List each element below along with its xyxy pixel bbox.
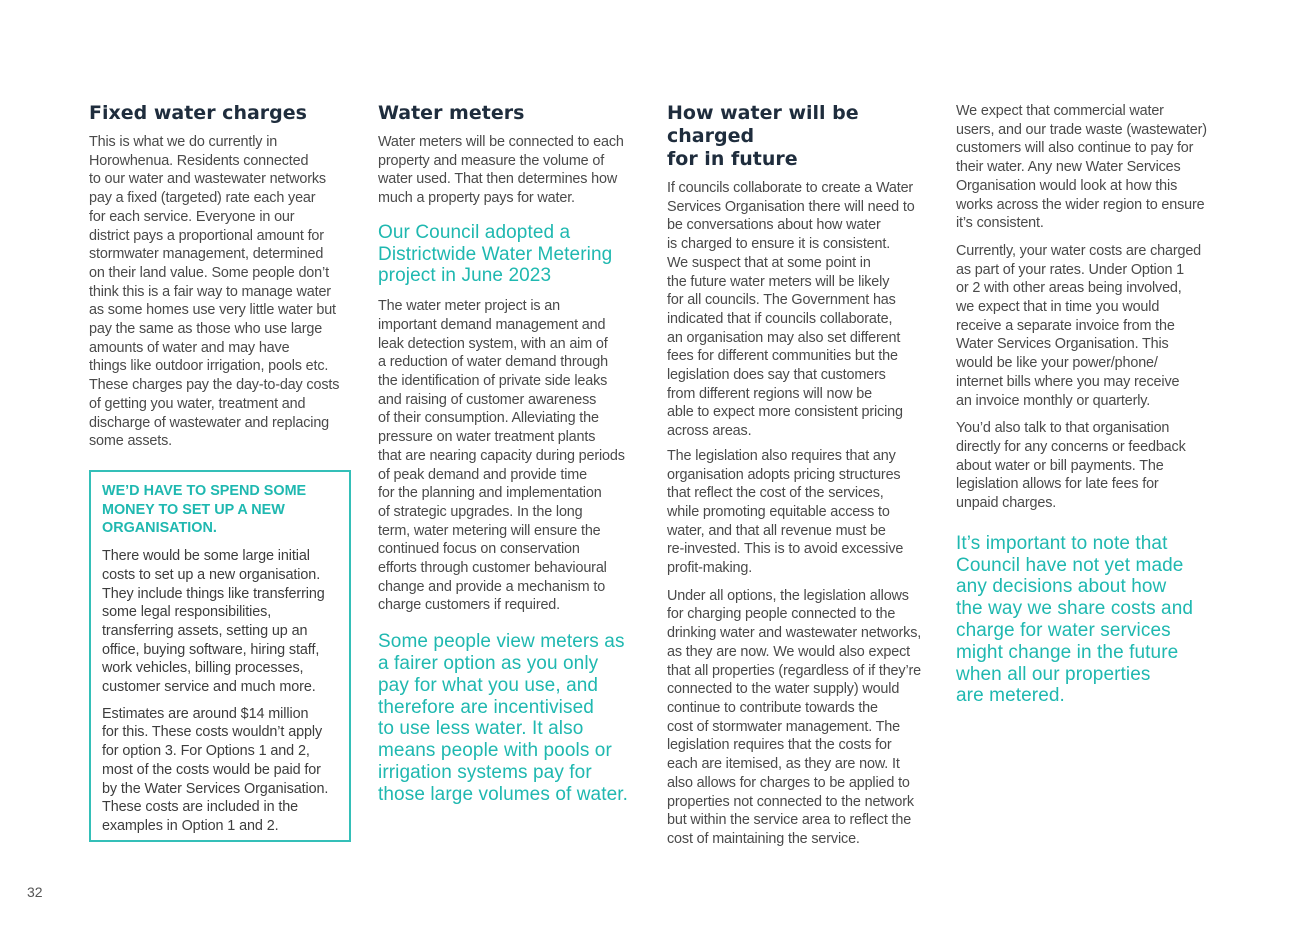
page-number: 32	[27, 884, 43, 900]
callout-heading: WE’D HAVE TO SPEND SOME MONEY TO SET UP A NEW ORGANISATION.	[102, 483, 307, 537]
future-charging-paragraph-3: Under all options, the legislation allows for charging people connected to the drinking water and wastewater networks, as they are now. We would also expect that all properties (regardless of if they’re connected to the water supply) would continue to contribute towards the cost of stormwater management. The legislation requires that the costs for each are itemised, as they are now. It also allows for charges to be applied to properties not connected to the network but within the service area to reflect the cost of maintaining the service.	[667, 587, 922, 847]
water-meters-heading: Water meters	[378, 102, 525, 124]
water-meter-project-paragraph: The water meter project is an important demand management and leak detection system, with an aim of a reduction of water demand through the identification of private side leaks and raising of customer awareness of their consumption. Alleviating the pressure on water treatment plants that are nearing capacity during periods of peak demand and provide time for the planning and implementation of strategic upgrades. In the long term, water metering will ensure the continued focus on conservation efforts through customer behavioural change and provide a mechanism to charge customers if required.	[378, 298, 625, 614]
fairer-option-pull-quote: Some people view meters as a fairer option as you only pay for what you use, and therefore are incentivised to use less water. It also means people with pools or irrigation systems pay for those large volumes of water.	[378, 631, 629, 805]
column-water-meters	[378, 102, 643, 814]
no-decisions-pull-quote: It’s important to note that Council have not yet made any decisions about how the way we share costs and charge for water services might change in the future when all our properties are metered.	[956, 532, 1194, 707]
fixed-water-charges-heading: Fixed water charges	[89, 102, 307, 124]
setup-costs-callout-box	[89, 470, 351, 842]
late-fees-paragraph: You’d also talk to that organisation directly for any concerns or feedback about water or bill payments. The legislation allows for late fees for unpaid charges.	[956, 420, 1186, 512]
fixed-water-charges-paragraph: This is what we do currently in Horowhenua. Residents connected to our water and wastewater networks pay a fixed (targeted) rate each year for each service. Everyone in our district pays a proportional amount for stormwater management, determined on their land value. Some people don’t think this is a fair way to manage water as some homes use very little water but pay the same as those who use large amounts of water and may have things like outdoor irrigation, pools etc. These charges pay the day-to-day costs of getting you water, treatment and discharge of wastewater and replacing some assets.	[89, 134, 340, 450]
future-charging-heading: How water will be charged for in future	[667, 102, 859, 170]
metering-project-subheading: Our Council adopted a Districtwide Water Metering project in June 2023	[378, 221, 613, 287]
column-continued	[956, 102, 1221, 715]
future-charging-paragraph-2: The legislation also requires that any organisation adopts pricing structures that reflect the cost of the services, while promoting equitable access to water, and that all revenue must be re-invested. This is to avoid excessive profit-making.	[667, 447, 904, 577]
water-meters-intro-paragraph: Water meters will be connected to each property and measure the volume of water used. That then determines how much a property pays for water.	[378, 134, 624, 207]
column-future-charging	[667, 102, 929, 855]
column-fixed-water-charges	[89, 102, 351, 457]
callout-paragraph-2: Estimates are around $14 million for this. These costs wouldn’t apply for option 3. For Options 1 and 2, most of the costs would be paid for by the Water Services Organisation. These costs are included in the examples in Option 1 and 2.	[102, 705, 329, 834]
commercial-users-paragraph: We expect that commercial water users, and our trade waste (wastewater) customers will also continue to pay for their water. Any new Water Services Organisation would look at how this works across the wider region to ensure it’s consistent.	[956, 103, 1207, 232]
callout-paragraph-1: There would be some large initial costs to set up a new organisation. They include things like transferring some legal responsibilities, transferring assets, setting up an office, buying software, hiring staff, work vehicles, billing processes, customer service and much more.	[102, 548, 325, 696]
separate-invoice-paragraph: Currently, your water costs are charged as part of your rates. Under Option 1 or 2 with other areas being involved, we expect that in time you would receive a separate invoice from the Water Services Organisation. This would be like your power/phone/ internet bills where you may receive an invoice monthly or quarterly.	[956, 242, 1202, 409]
future-charging-paragraph-1: If councils collaborate to create a Water Services Organisation there will need to be conversations about how water is charged to ensure it is consistent. We suspect that at some point in the future water meters will be likely for all councils. The Government has indicated that if councils collaborate, an organisation may also set different fees for different communities but the legislation does say that customers from different regions will now be able to expect more consistent pricing across areas.	[667, 180, 915, 440]
